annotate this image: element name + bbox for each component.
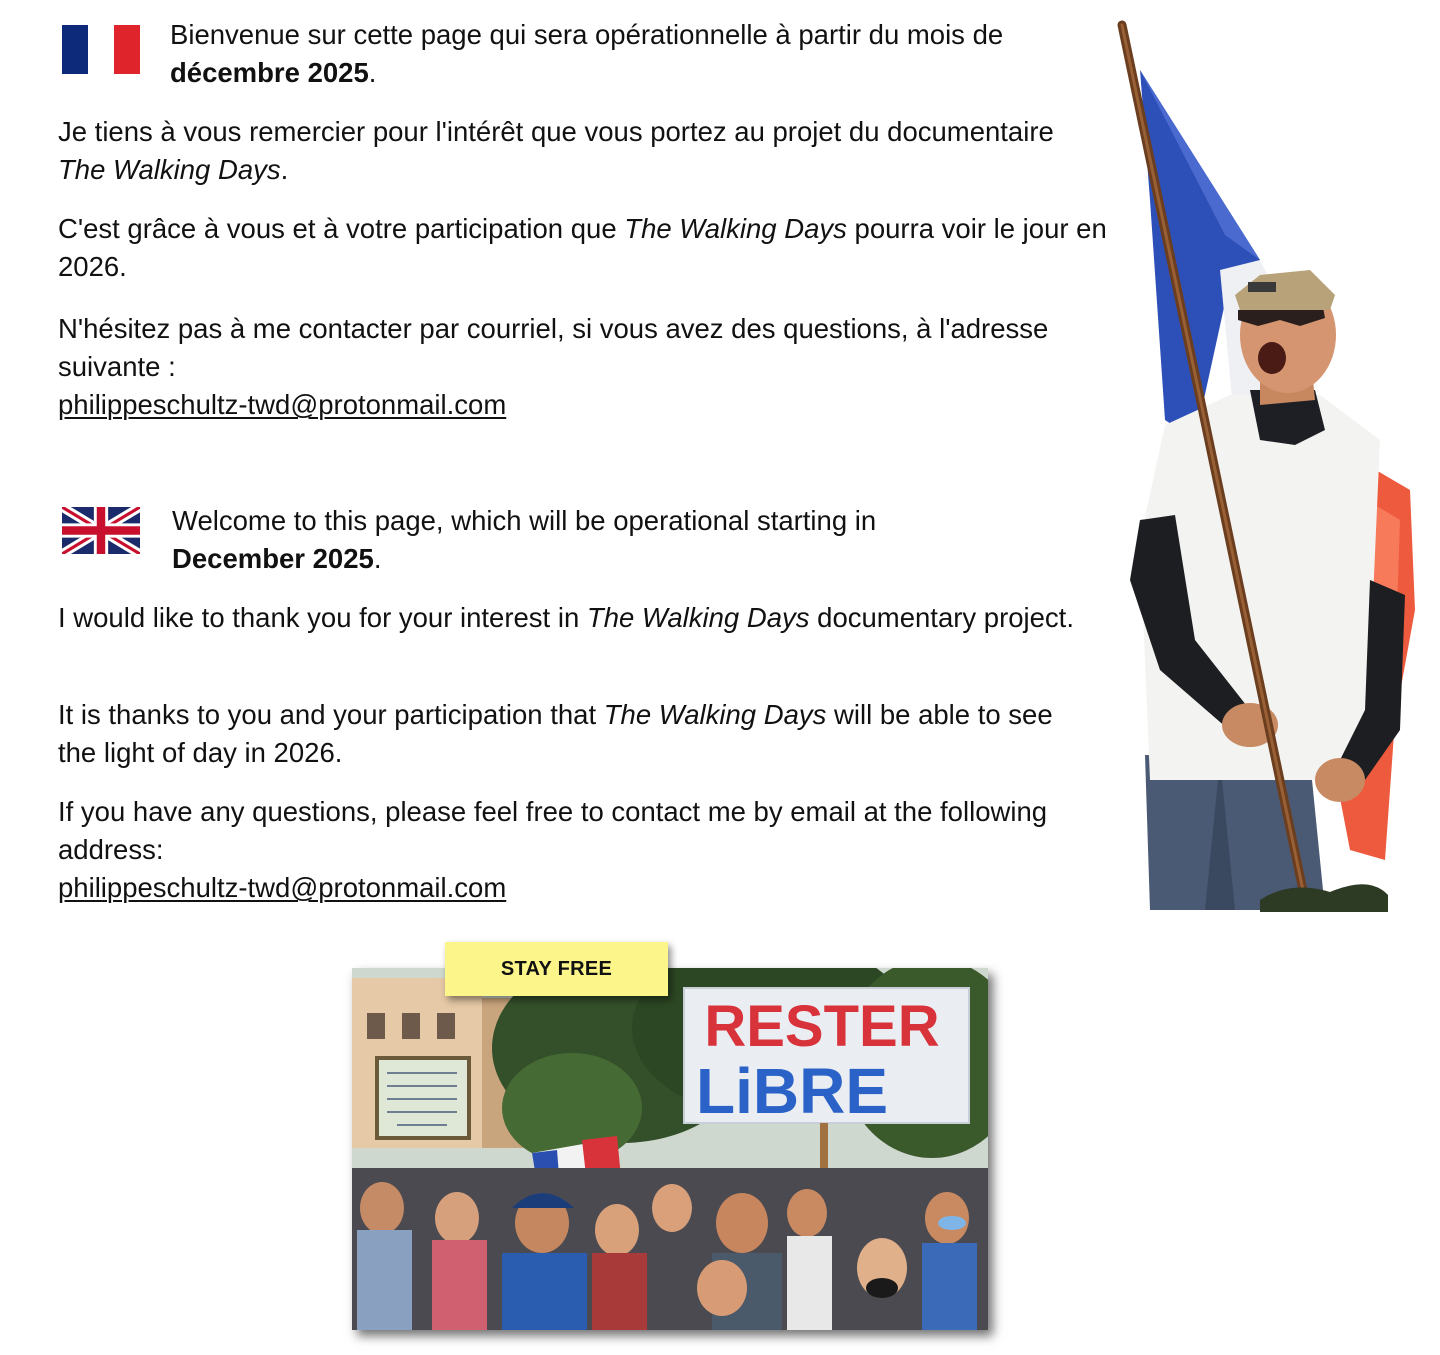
- english-welcome-date: December 2025: [172, 543, 374, 574]
- english-p1-title: The Walking Days: [586, 602, 810, 633]
- protest-crowd-photo: [352, 968, 988, 1330]
- french-p1-title: The Walking Days: [58, 154, 281, 185]
- english-welcome-suffix: .: [373, 543, 382, 574]
- french-p2-end: pourra voir le jour en 2026.: [58, 213, 1107, 282]
- man-with-french-flag-image: [1110, 20, 1425, 912]
- french-thanks-paragraph: [58, 113, 1058, 189]
- french-participation-paragraph: [58, 210, 1118, 286]
- french-p2-start: C'est grâce à vous et à votre participation que: [58, 213, 625, 244]
- uk-flag-icon: [62, 507, 140, 554]
- french-welcome-date: décembre 2025: [170, 57, 369, 88]
- french-p1-end: .: [280, 154, 289, 185]
- english-p2-start: It is thanks to you and your participation that: [58, 699, 604, 730]
- french-welcome-suffix: .: [368, 57, 377, 88]
- english-thanks-paragraph: [58, 599, 1078, 637]
- english-p2-title: The Walking Days: [603, 699, 827, 730]
- english-welcome-line: Welcome to this page, which will be operational starting in: [172, 505, 877, 536]
- french-contact-paragraph: [58, 310, 1148, 424]
- france-flag-icon: [62, 25, 140, 74]
- sign-line-rester: RESTER: [704, 994, 940, 1059]
- english-p1-end: documentary project.: [809, 602, 1074, 633]
- english-contact-paragraph: [58, 793, 1058, 907]
- french-welcome-line: Bienvenue sur cette page qui sera opérationnelle à partir du mois de: [170, 19, 1004, 50]
- stay-free-badge: STAY FREE: [445, 942, 668, 996]
- french-p2-title: The Walking Days: [624, 213, 847, 244]
- english-p1-start: I would like to thank you for your interest in: [58, 602, 587, 633]
- french-contact-text: N'hésitez pas à me contacter par courriel, si vous avez des questions, à l'adresse suivante :: [58, 313, 1049, 382]
- french-email-link[interactable]: philippeschultz-twd@protonmail.com: [58, 389, 507, 420]
- english-email-link[interactable]: philippeschultz-twd@protonmail.com: [58, 872, 507, 903]
- sign-line-libre: LiBRE: [696, 1055, 888, 1127]
- english-p2-end: will be able to see the light of day in 2026.: [58, 699, 1053, 768]
- english-welcome-text: [172, 502, 1072, 578]
- french-p1-start: Je tiens à vous remercier pour l'intérêt que vous portez au projet du documentaire: [58, 116, 1054, 147]
- english-participation-paragraph: [58, 696, 1098, 772]
- english-contact-text: If you have any questions, please feel free to contact me by email at the following address:: [58, 796, 1048, 865]
- french-welcome-text: [170, 16, 1130, 92]
